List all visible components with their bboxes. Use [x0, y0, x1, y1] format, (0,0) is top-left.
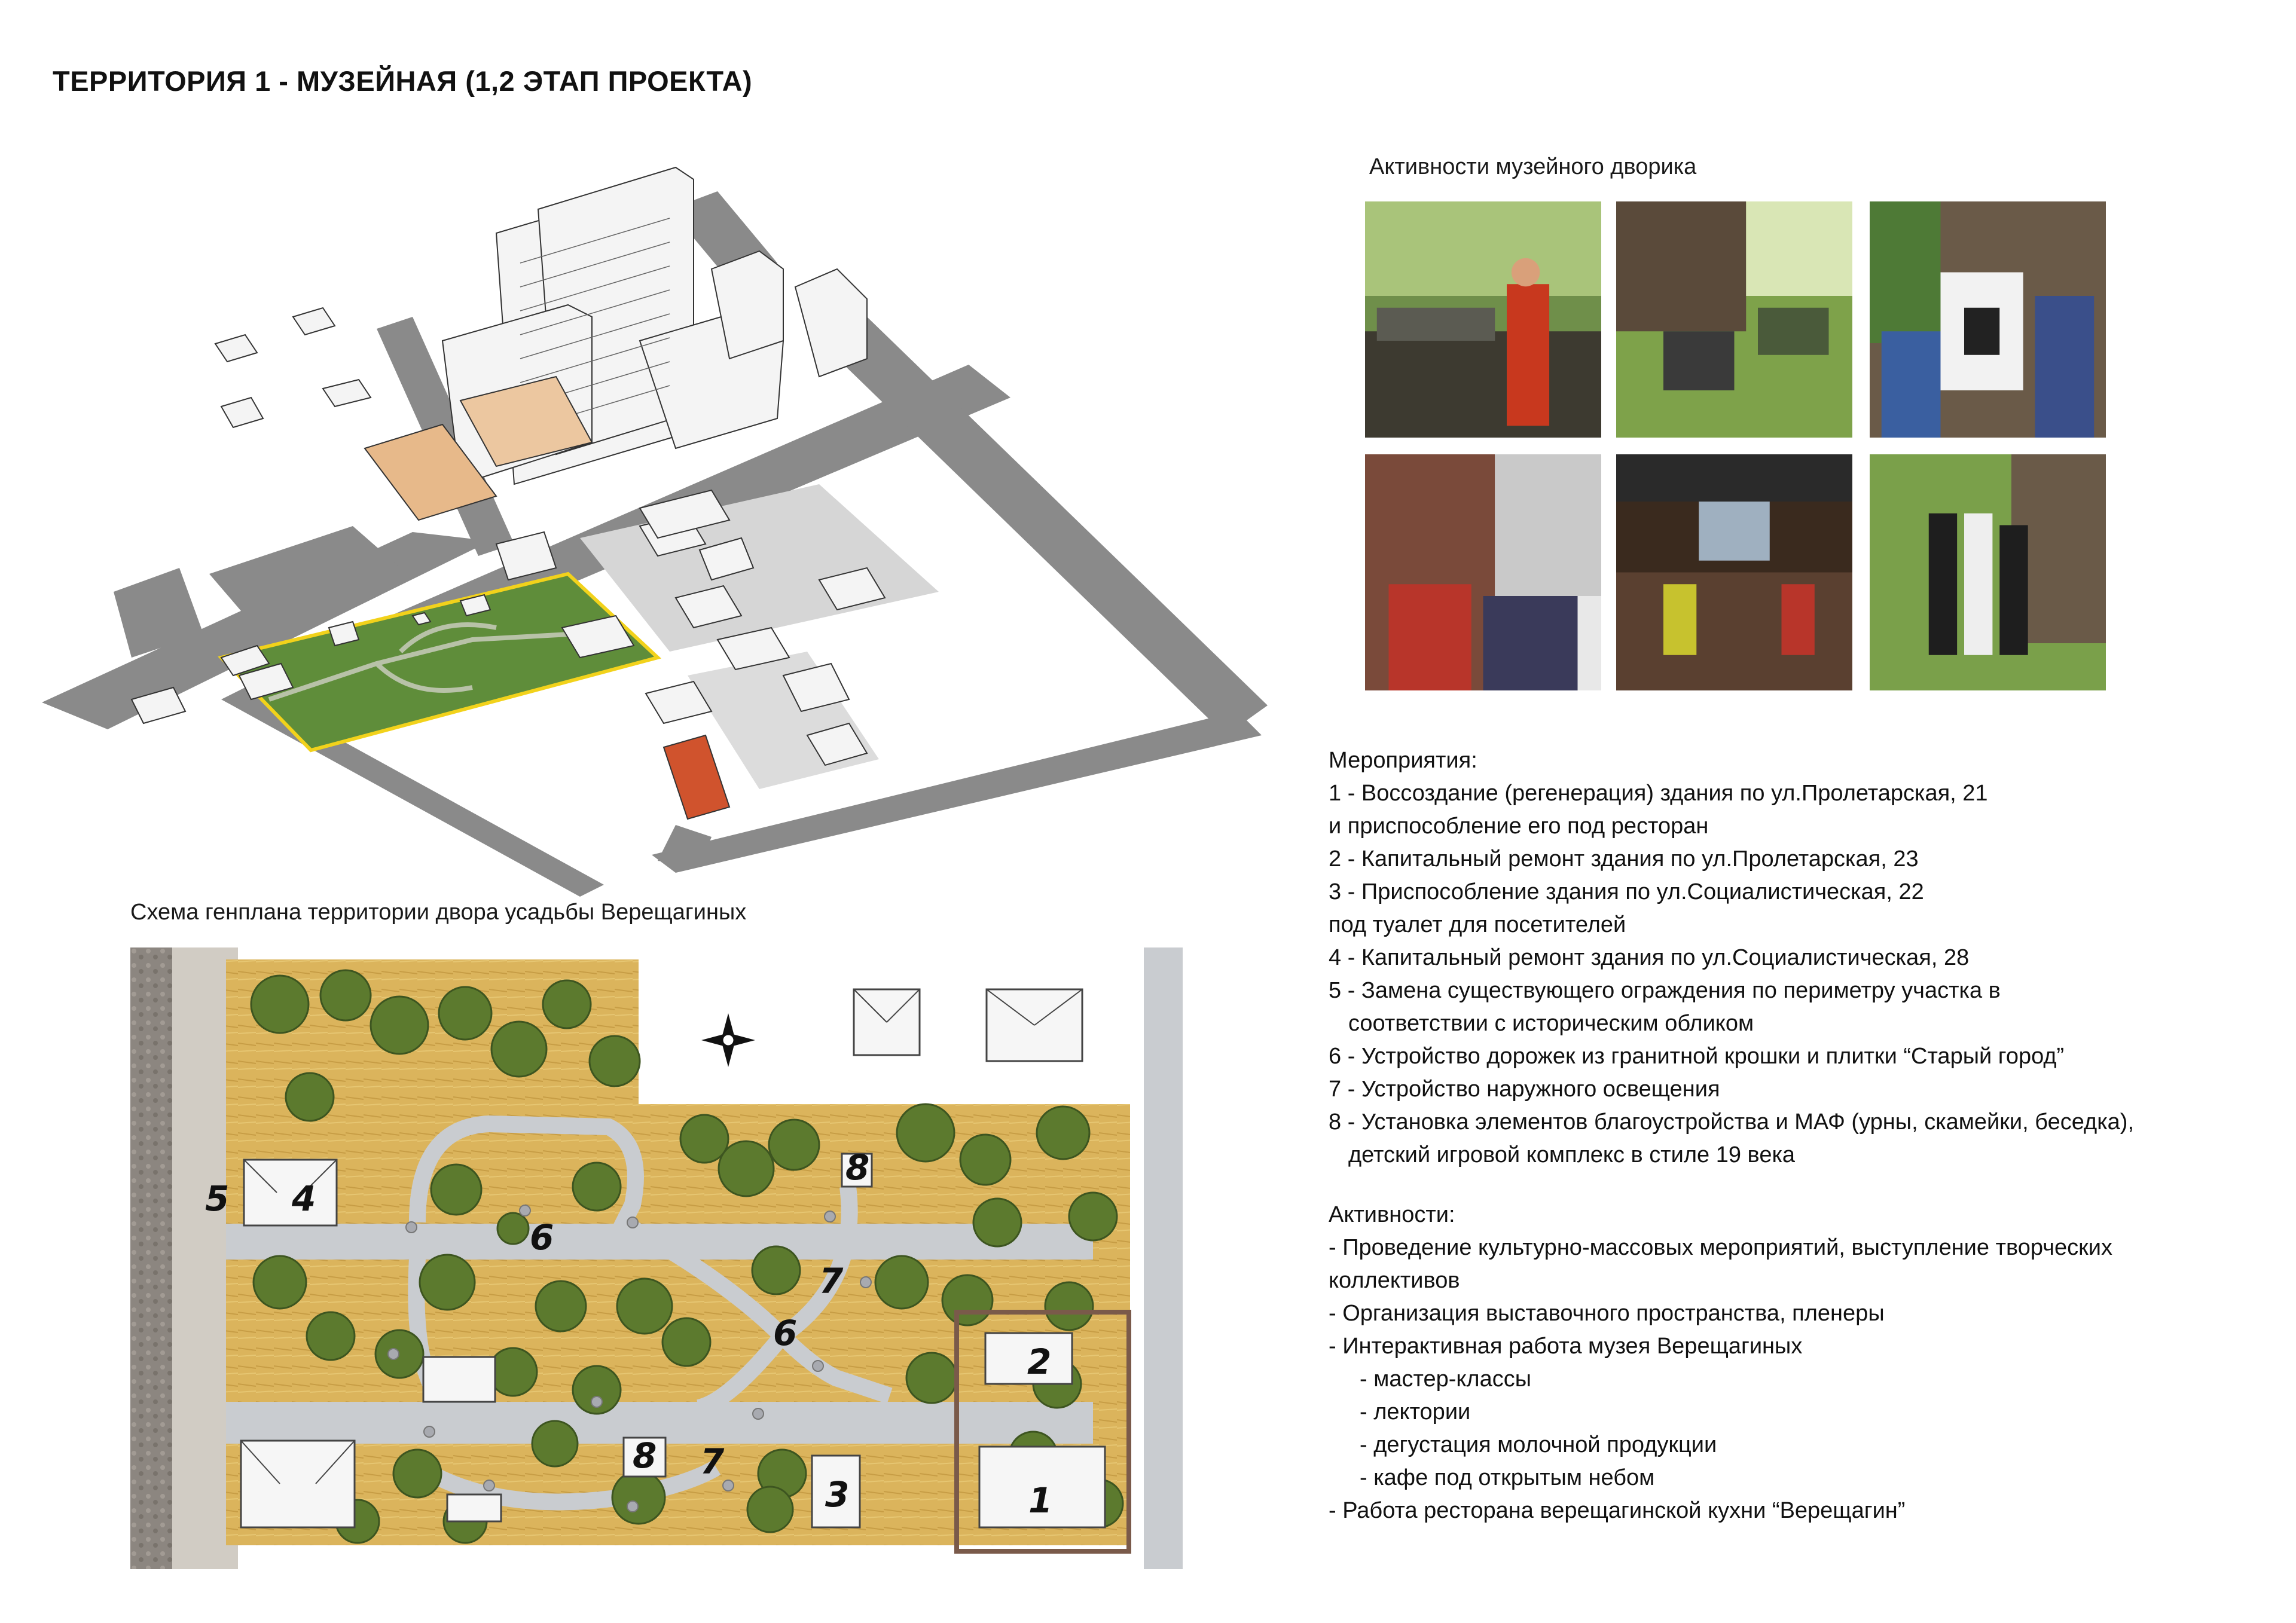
list-item: 8 - Установка элементов благоустройства и МАФ (урны, скамейки, беседка), [1329, 1109, 2134, 1135]
list-item: - мастер-классы [1360, 1367, 1532, 1392]
activity-photo [1616, 201, 1852, 438]
activity-photo [1870, 201, 2106, 438]
events-list [1329, 744, 2134, 1172]
plan-label-1: 1 [1028, 1480, 1053, 1521]
plan-label-6: 6 [773, 1313, 798, 1353]
activities-heading: Активности: [1329, 1202, 1455, 1227]
plan-label-5: 5 [205, 1178, 230, 1219]
list-item: - лектории [1360, 1399, 1471, 1425]
plan-label-4: 4 [292, 1178, 316, 1219]
activity-photo [1870, 454, 2106, 690]
list-item: 2 - Капитальный ремонт здания по ул.Пролетарская, 23 [1329, 846, 1919, 872]
plan-label-7: 7 [819, 1261, 844, 1301]
list-item: и приспособление его под ресторан [1329, 814, 1709, 839]
plan-label-8: 8 [845, 1147, 870, 1188]
plan-label-8: 8 [633, 1435, 657, 1476]
list-item: 6 - Устройство дорожек из гранитной крошки и плитки “Старый город” [1329, 1044, 2065, 1069]
site-plan [130, 947, 1220, 1569]
events-heading: Мероприятия: [1329, 748, 1477, 773]
list-item: - Интерактивная работа музея Верещагиных [1329, 1334, 1803, 1359]
plan-label-3: 3 [825, 1474, 850, 1515]
photos-heading: Активности музейного дворика [1369, 154, 1697, 179]
list-item: под туалет для посетителей [1329, 912, 1626, 937]
list-item: 4 - Капитальный ремонт здания по ул.Социалистическая, 28 [1329, 945, 1970, 970]
list-item: - Проведение культурно-массовых мероприятий, выступление творческих [1329, 1235, 2112, 1260]
list-item: - Работа ресторана верещагинской кухни “Верещагин” [1329, 1498, 1906, 1523]
plan-label-6: 6 [530, 1217, 554, 1258]
list-item: - дегустация молочной продукции [1360, 1432, 1717, 1457]
list-item: 1 - Воссоздание (регенерация) здания по ул.Пролетарская, 21 [1329, 781, 1988, 806]
activity-photo [1365, 201, 1601, 438]
activities-list [1329, 1199, 2112, 1527]
axonometric-view [42, 161, 1309, 897]
list-item: соответствии с историческим обликом [1348, 1011, 1754, 1036]
plan-label-2: 2 [1027, 1341, 1052, 1382]
list-item: - кафе под открытым небом [1360, 1465, 1655, 1490]
activity-photo [1616, 454, 1852, 690]
list-item: 7 - Устройство наружного освещения [1329, 1077, 1720, 1102]
activity-photo [1365, 454, 1601, 690]
page-title: ТЕРРИТОРИЯ 1 - МУЗЕЙНАЯ (1,2 ЭТАП ПРОЕКТА) [53, 65, 753, 97]
list-item: коллективов [1329, 1268, 1460, 1293]
list-item: детский игровой комплекс в стиле 19 века [1348, 1142, 1796, 1167]
list-item: - Организация выставочного пространства, пленеры [1329, 1301, 1885, 1326]
plan-heading: Схема генплана территории двора усадьбы Верещагиных [130, 900, 747, 925]
plan-label-7: 7 [700, 1441, 725, 1482]
list-item: 3 - Приспособление здания по ул.Социалистическая, 22 [1329, 879, 1924, 904]
list-item: 5 - Замена существующего ограждения по периметру участка в [1329, 978, 2001, 1003]
